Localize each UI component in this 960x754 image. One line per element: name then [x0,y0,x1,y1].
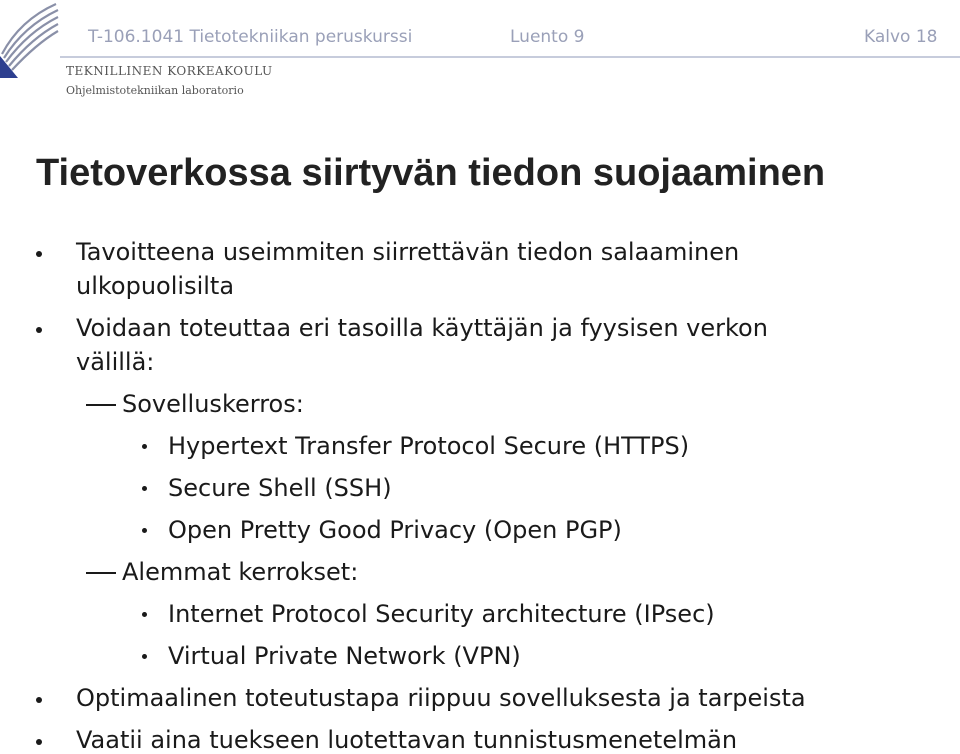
lecture-number: Luento 9 [510,27,585,47]
bullet-marker [36,697,42,703]
slide-number: Kalvo 18 [864,27,938,47]
slide-title: Tietoverkossa siirtyvän tiedon suojaaminen [36,152,826,194]
list-item: Voidaan toteuttaa eri tasoilla käyttäjän ja fyysisen verkon [76,314,768,342]
list-item: Tavoitteena useimmiten siirrettävän tiedon salaaminen [76,238,740,266]
bullet-marker [36,739,42,745]
sub-bullet-marker [142,486,147,491]
sub-list-item: Secure Shell (SSH) [168,474,392,502]
course-name: T-106.1041 Tietotekniikan peruskurssi [88,27,413,47]
bullet-marker [36,327,42,333]
sub-list-heading: Sovelluskerros: [122,390,304,418]
sub-list-item: Virtual Private Network (VPN) [168,642,521,670]
bullet-marker [36,251,42,257]
sub-list-item: Internet Protocol Security architecture (IPsec) [168,600,715,628]
list-item-continuation: ulkopuolisilta [76,272,235,300]
sub-bullet-marker [142,654,147,659]
list-item: Optimaalinen toteutustapa riippuu sovelluksesta ja tarpeista [76,684,806,712]
sub-list-item: Open Pretty Good Privacy (Open PGP) [168,516,622,544]
university-logo-icon [0,0,60,80]
sub-list-heading: Alemmat kerrokset: [122,558,359,586]
dash-marker [86,572,116,574]
sub-bullet-marker [142,444,147,449]
header-divider [60,56,960,58]
university-name: TEKNILLINEN KORKEAKOULU [66,64,273,78]
list-item-continuation: välillä: [76,348,155,376]
sub-bullet-marker [142,528,147,533]
dash-marker [86,404,116,406]
laboratory-name: Ohjelmistotekniikan laboratorio [66,84,244,97]
list-item: Vaatii aina tuekseen luotettavan tunnistusmenetelmän [76,726,738,754]
sub-bullet-marker [142,612,147,617]
sub-list-item: Hypertext Transfer Protocol Secure (HTTPS) [168,432,690,460]
